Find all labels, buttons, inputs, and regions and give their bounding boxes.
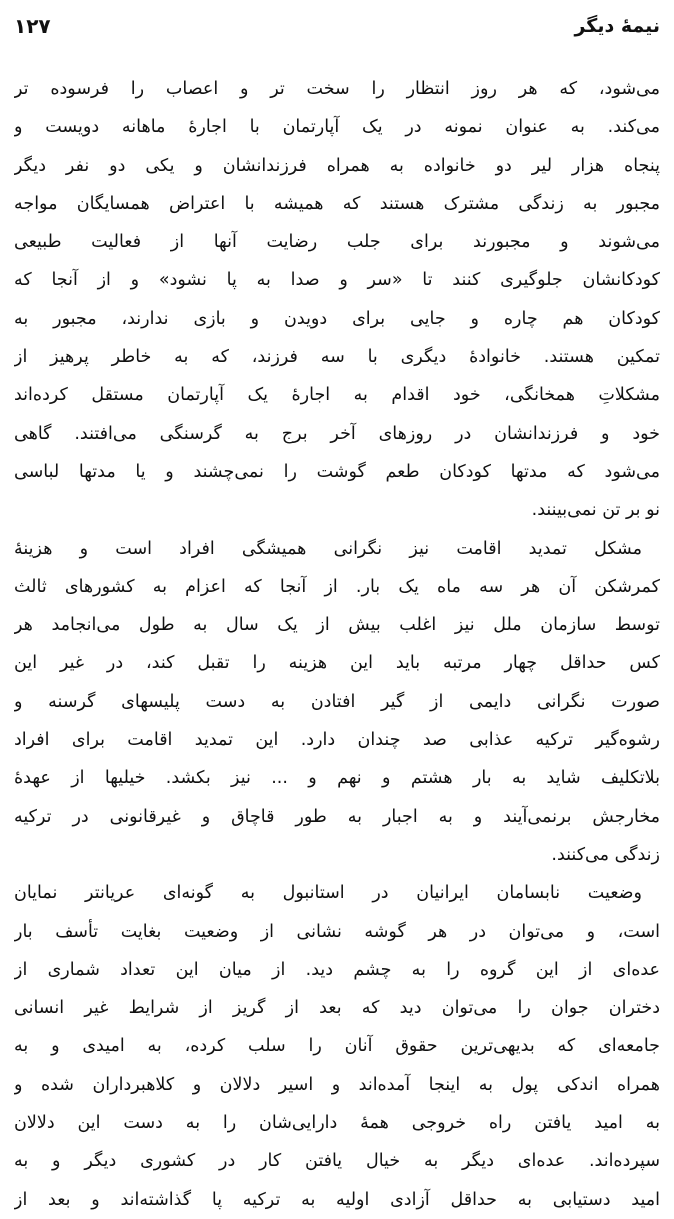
text-line: پنجاه هزار لیر دو خانواده به همراه فرزندانشان و یکی دو نفر دیگر xyxy=(14,155,660,176)
text-line: می‌شود که مدتها کودکان طعم گوشت را نمی‌چشند و یا مدتها لباسی xyxy=(14,461,660,482)
text-line: جامعه‌ای که بدیهی‌ترین حقوق آنان را سلب کرده، به امیدی و به xyxy=(14,1036,660,1057)
text-line: مشکل تمدید اقامت نیز نگرانی همیشگی افراد است و هزینهٔ xyxy=(14,538,642,559)
text-line: نو بر تن نمی‌بینند. xyxy=(531,500,660,521)
text-line: دختران جوان را می‌توان دید که بعد از گریز از شرایط غیر انسانی xyxy=(14,998,660,1019)
text-line: مجبور به زندگی مشترک هستند که همیشه با اعتراض همسایگان مواجه xyxy=(14,193,660,214)
text-line: مخارجش برنمی‌آیند و به اجبار به طور قاچاق و غیرقانونی در ترکیه xyxy=(14,806,660,827)
text-line: کمرشکن آن هر سه ماه یک بار. از آنجا که اعزام به کشورهای ثالث xyxy=(14,576,660,597)
text-line: خود و فرزندانشان در روزهای آخر برج به گرسنگی می‌افتند. گاهی xyxy=(14,423,660,444)
text-line: توسط سازمان ملل نیز اغلب بیش از یک سال به طول می‌انجامد هر xyxy=(14,615,660,636)
text-line: می‌شود، که هر روز انتظار را سخت تر و اعصاب را فرسوده تر xyxy=(14,79,660,99)
text-line: به امید یافتن راه خروجی همهٔ دارایی‌شان را به دست این دلالان xyxy=(14,1113,660,1134)
text-line: سپرده‌اند. عده‌ای دیگر به خیال یافتن کار در کشوری دیگر و به xyxy=(14,1151,660,1172)
text-line: است، و می‌توان در هر گوشه نشانی از وضعیت بغایت تأسف بار xyxy=(14,921,660,942)
text-line: رشوه‌گیر ترکیه عذابی صد چندان دارد. این تمدید اقامت برای افراد xyxy=(14,730,660,751)
text-line: صورت نگرانی دایمی از گیر افتادن به دست پلیسهای گرسنه و xyxy=(14,691,660,712)
text-line: می‌شوند و مجبورند برای جلب رضایت آنها از فعالیت طبیعی xyxy=(14,232,660,253)
text-line: بلاتکلیف شاید به بار هشتم و نهم و ... نیز بکشد. خیلیها از عهدهٔ xyxy=(14,768,660,789)
text-line: وضعیت نابسامان ایرانیان در استانبول به گونه‌ای عریانتر نمایان xyxy=(14,883,642,904)
text-line: زندگی می‌کنند. xyxy=(551,844,660,865)
body-text xyxy=(14,70,660,1219)
running-title: نیمهٔ دیگر xyxy=(574,15,660,37)
text-line: می‌کند. به عنوان نمونه در یک آپارتمان با اجارهٔ ماهانه دویست و xyxy=(14,117,660,138)
text-line: تمکین هستند. خانوادهٔ دیگری با سه فرزند، که به خاطر پرهیز از xyxy=(14,347,660,368)
text-line: کس حداقل چهار مرتبه باید این هزینه را تقبل کند، در غیر این xyxy=(14,653,660,674)
page-header xyxy=(14,6,660,46)
page-number: ۱۲۷ xyxy=(14,14,51,38)
text-line: امید دستیابی به حداقل آزادی اولیه به ترکیه پا گذاشته‌اند و بعد از xyxy=(14,1189,660,1210)
text-line: عده‌ای از این گروه را به چشم دید. از میان این تعداد شماری از xyxy=(14,959,660,980)
text-line: همراه اندکی پول به اینجا آمده‌اند و اسیر دلالان و کلاهبرداران شده و xyxy=(14,1074,660,1095)
text-line: کودکانشان جلوگیری کنند تا «سر و صدا به پا نشود» و از آنجا که xyxy=(14,270,660,291)
text-line: مشکلاتِ همخانگی، خود اقدام به اجارهٔ یک آپارتمان مستقل کرده‌اند xyxy=(14,385,660,406)
text-line: کودکان هم چاره و جایی برای دویدن و بازی ندارند، مجبور به xyxy=(14,308,660,329)
